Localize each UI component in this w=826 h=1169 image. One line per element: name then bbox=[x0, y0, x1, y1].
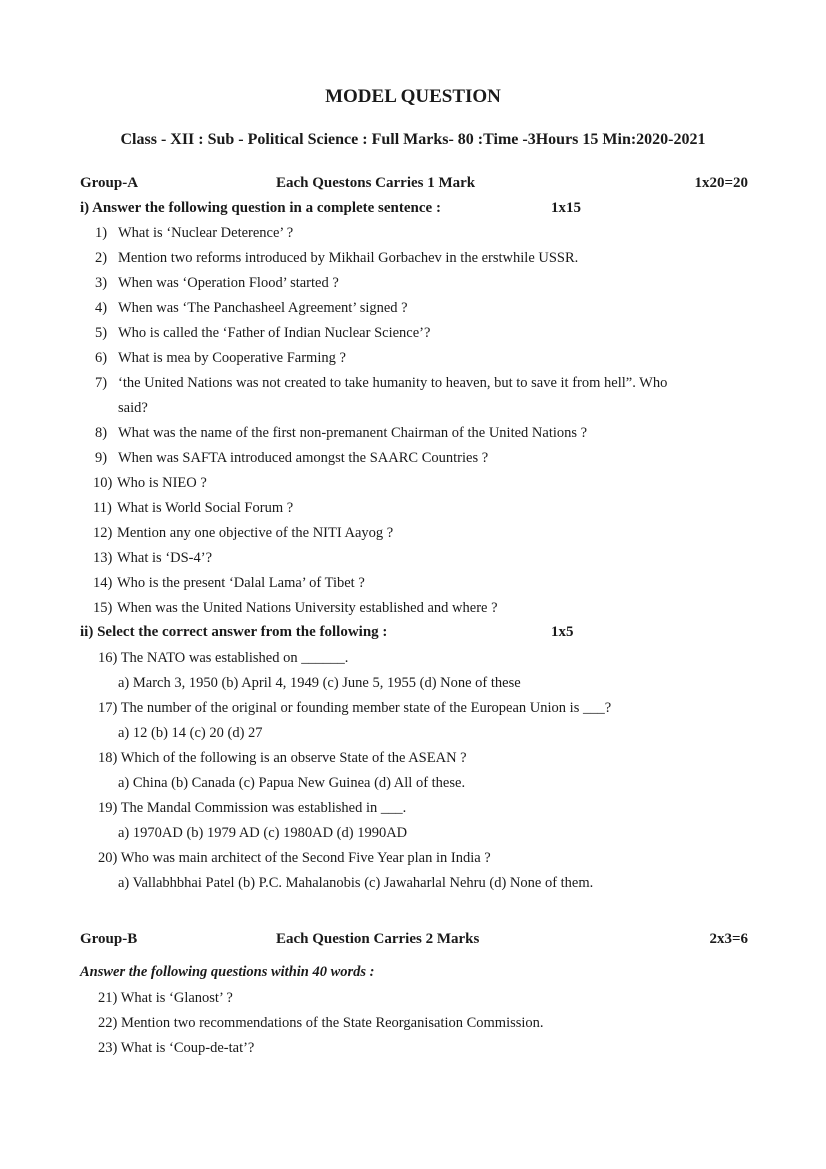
question-number: 7) bbox=[95, 375, 108, 391]
question-text: When was ‘Operation Flood’ started ? bbox=[118, 275, 339, 291]
question-number: 10) bbox=[93, 475, 113, 491]
mcq-options: a) China (b) Canada (c) Papua New Guinea (d) All of these. bbox=[118, 775, 466, 791]
question-text: What is ‘Nuclear Deterence’ ? bbox=[118, 225, 294, 241]
group-b-marks: 2x3=6 bbox=[709, 931, 748, 947]
question-number: 5) bbox=[95, 325, 108, 341]
question-number: 6) bbox=[95, 350, 108, 366]
group-b-instruction: Answer the following questions within 40 words : bbox=[80, 964, 375, 980]
group-a-marks: 1x20=20 bbox=[694, 175, 748, 191]
question-number: 11) bbox=[93, 500, 112, 516]
question-number: 13) bbox=[93, 550, 113, 566]
question-text: Mention any one objective of the NITI Aayog ? bbox=[117, 525, 394, 541]
question-text: When was SAFTA introduced amongst the SAARC Countries ? bbox=[118, 450, 489, 466]
mcq-options: a) March 3, 1950 (b) April 4, 1949 (c) June 5, 1955 (d) None of these bbox=[118, 675, 521, 691]
question-number: 14) bbox=[93, 575, 113, 591]
page-title: MODEL QUESTION bbox=[325, 86, 501, 107]
group-b-question: 22) Mention two recommendations of the State Reorganisation Commission. bbox=[98, 1015, 544, 1031]
question-text: ‘the United Nations was not created to take humanity to heaven, but to save it from hell”. Who bbox=[118, 375, 668, 391]
group-b-question: 23) What is ‘Coup-de-tat’? bbox=[98, 1040, 255, 1056]
group-b-caption: Each Question Carries 2 Marks bbox=[276, 931, 480, 947]
question-text: When was the United Nations University established and where ? bbox=[117, 600, 498, 616]
question-number: 15) bbox=[93, 600, 113, 616]
exam-details: Class - XII : Sub - Political Science : Full Marks- 80 :Time -3Hours 15 Min:2020-2021 bbox=[120, 131, 706, 148]
question-number: 12) bbox=[93, 525, 113, 541]
mcq-question: 16) The NATO was established on ______. bbox=[98, 650, 349, 666]
question-number: 9) bbox=[95, 450, 108, 466]
question-text-continued: said? bbox=[118, 400, 148, 416]
mcq-options: a) 1970AD (b) 1979 AD (c) 1980AD (d) 1990AD bbox=[118, 825, 408, 841]
mcq-question: 19) The Mandal Commission was established in ___. bbox=[98, 800, 407, 816]
question-text: Who is NIEO ? bbox=[117, 475, 207, 491]
section-i-marks: 1x15 bbox=[551, 200, 581, 216]
mcq-options: a) 12 (b) 14 (c) 20 (d) 27 bbox=[118, 725, 263, 741]
question-text: What was the name of the first non-premanent Chairman of the United Nations ? bbox=[118, 425, 588, 441]
question-number: 4) bbox=[95, 300, 108, 316]
question-text: Who is called the ‘Father of Indian Nuclear Science’? bbox=[118, 325, 431, 341]
mcq-options: a) Vallabhbhai Patel (b) P.C. Mahalanobis (c) Jawaharlal Nehru (d) None of them. bbox=[118, 875, 594, 891]
group-b-question: 21) What is ‘Glanost’ ? bbox=[98, 990, 233, 1006]
section-ii-marks: 1x5 bbox=[551, 624, 574, 640]
section-ii-heading: ii) Select the correct answer from the following : bbox=[80, 624, 388, 640]
mcq-question: 18) Which of the following is an observe State of the ASEAN ? bbox=[98, 750, 467, 766]
mcq-question: 20) Who was main architect of the Second Five Year plan in India ? bbox=[98, 850, 491, 866]
question-text: What is ‘DS-4’? bbox=[117, 550, 213, 566]
question-text: Who is the present ‘Dalal Lama’ of Tibet ? bbox=[117, 575, 365, 591]
group-b-label: Group-B bbox=[80, 931, 138, 947]
group-a-label: Group-A bbox=[80, 175, 139, 191]
mcq-question: 17) The number of the original or founding member state of the European Union is ___? bbox=[98, 700, 612, 716]
question-text: What is mea by Cooperative Farming ? bbox=[118, 350, 346, 366]
question-text: When was ‘The Panchasheel Agreement’ signed ? bbox=[118, 300, 408, 316]
question-text: What is World Social Forum ? bbox=[117, 500, 294, 516]
group-a-caption: Each Questons Carries 1 Mark bbox=[276, 175, 476, 191]
section-i-heading: i) Answer the following question in a complete sentence : bbox=[80, 200, 441, 216]
question-number: 8) bbox=[95, 425, 108, 441]
question-number: 3) bbox=[95, 275, 108, 291]
question-number: 2) bbox=[95, 250, 108, 266]
question-number: 1) bbox=[95, 225, 108, 241]
question-text: Mention two reforms introduced by Mikhail Gorbachev in the erstwhile USSR. bbox=[118, 250, 579, 266]
